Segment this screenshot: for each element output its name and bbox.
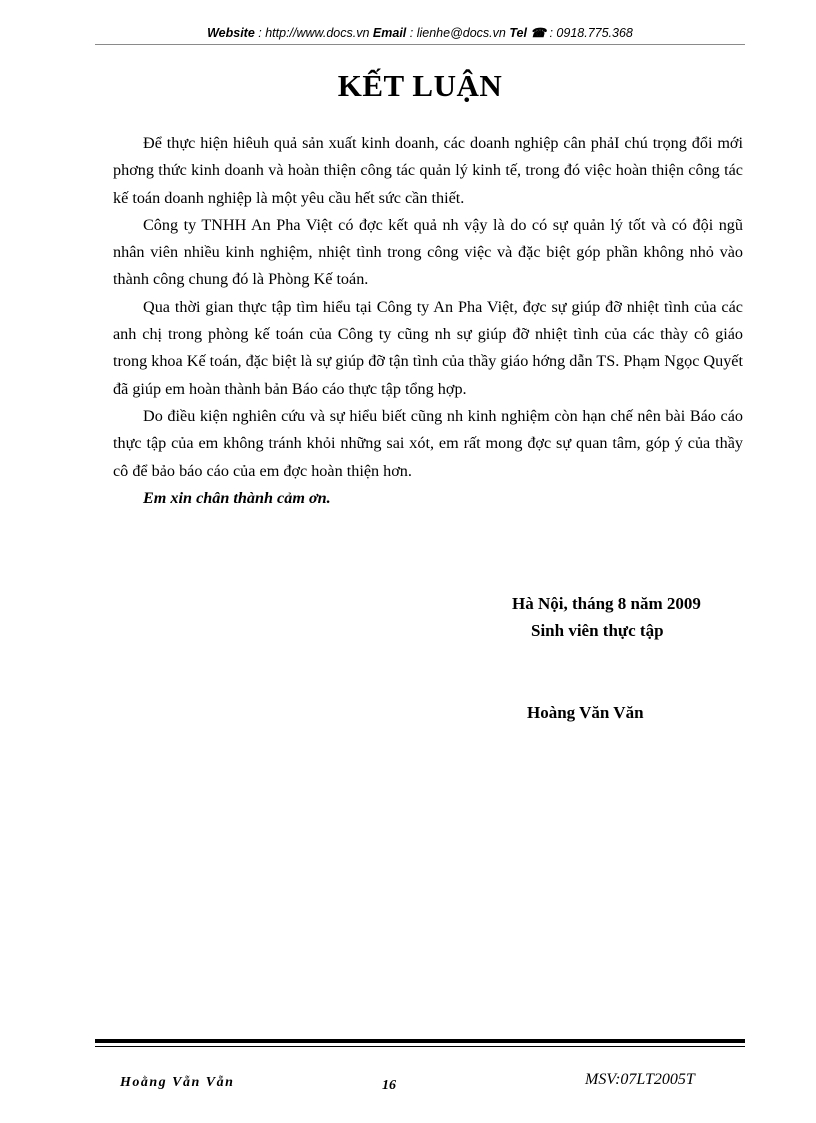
student-id: MSV:07LT2005T [585, 1071, 695, 1088]
signature-place-date: Hà Nội, tháng 8 năm 2009 [512, 594, 701, 613]
email-label: Email [372, 26, 407, 40]
tel-label: Tel [509, 26, 527, 40]
website-label: Website [207, 26, 255, 40]
email-separator: : [406, 26, 417, 40]
website-url[interactable]: http://www.docs.vn [265, 26, 370, 40]
page-title: KẾT LUẬN [337, 68, 503, 103]
conclusion-body [113, 130, 743, 512]
footer-author: Hoằng Vẵn Vẵn [120, 1075, 235, 1090]
signature-role: Sinh viên thực tập [531, 621, 664, 640]
paragraph: Để thực hiện hiêuh quả sản xuất kinh doanh, các doanh nghiệp cân phảI chú trọng đổi mới phơng thức kinh doanh và hoàn thiện công tác quản lý kinh tế, trong đó việc hoàn thiện công tác kế toán doanh nghiệp là một yêu cầu hết sức cần thiết. [113, 134, 743, 207]
footer-divider-thick [95, 1039, 745, 1043]
phone-icon: ☎ [530, 26, 546, 40]
closing-line: Em xin chân thành cảm ơn. [143, 488, 331, 507]
paragraph: Qua thời gian thực tập tìm hiểu tại Công ty An Pha Việt, đợc sự giúp đỡ nhiệt tình của các anh chị trong phòng kế toán của Công ty cũng nh sự giúp đỡ nhiệt tình của các thày cô giáo trong khoa Kế toán, đặc biệt là sự giúp đỡ tận tình của thầy giáo hớng dẫn TS. Phạm Ngọc Quyết đã giúp em hoàn thành bản Báo cáo thực tập tổng hợp. [113, 297, 743, 398]
email-address[interactable]: lienhe@docs.vn [416, 26, 506, 40]
paragraph: Do điều kiện nghiên cứu và sự hiểu biết cũng nh kinh nghiệm còn hạn chế nên bài Báo cáo thực tập của em không tránh khỏi những sai xót, em rất mong đợc sự quan tâm, góp ý của thầy cô để bảo báo cáo của em đợc hoàn thiện hơn. [113, 406, 743, 480]
website-separator: : [254, 26, 266, 40]
footer-divider-thin [95, 1046, 745, 1047]
paragraph: Công ty TNHH An Pha Việt có đợc kết quả nh vậy là do có sự quản lý tốt và có đội ngũ nhân viên nhiều kinh nghiệm, nhiệt tình trong công việc và đặc biệt góp phần không nhỏ vào thành công chung đó là Phòng Kế toán. [113, 215, 743, 289]
header-divider [95, 44, 745, 45]
signature-name: Hoàng Văn Văn [527, 703, 644, 722]
page-header [95, 24, 745, 42]
tel-number: : 0918.775.368 [546, 26, 633, 40]
page-number: 16 [382, 1078, 396, 1093]
